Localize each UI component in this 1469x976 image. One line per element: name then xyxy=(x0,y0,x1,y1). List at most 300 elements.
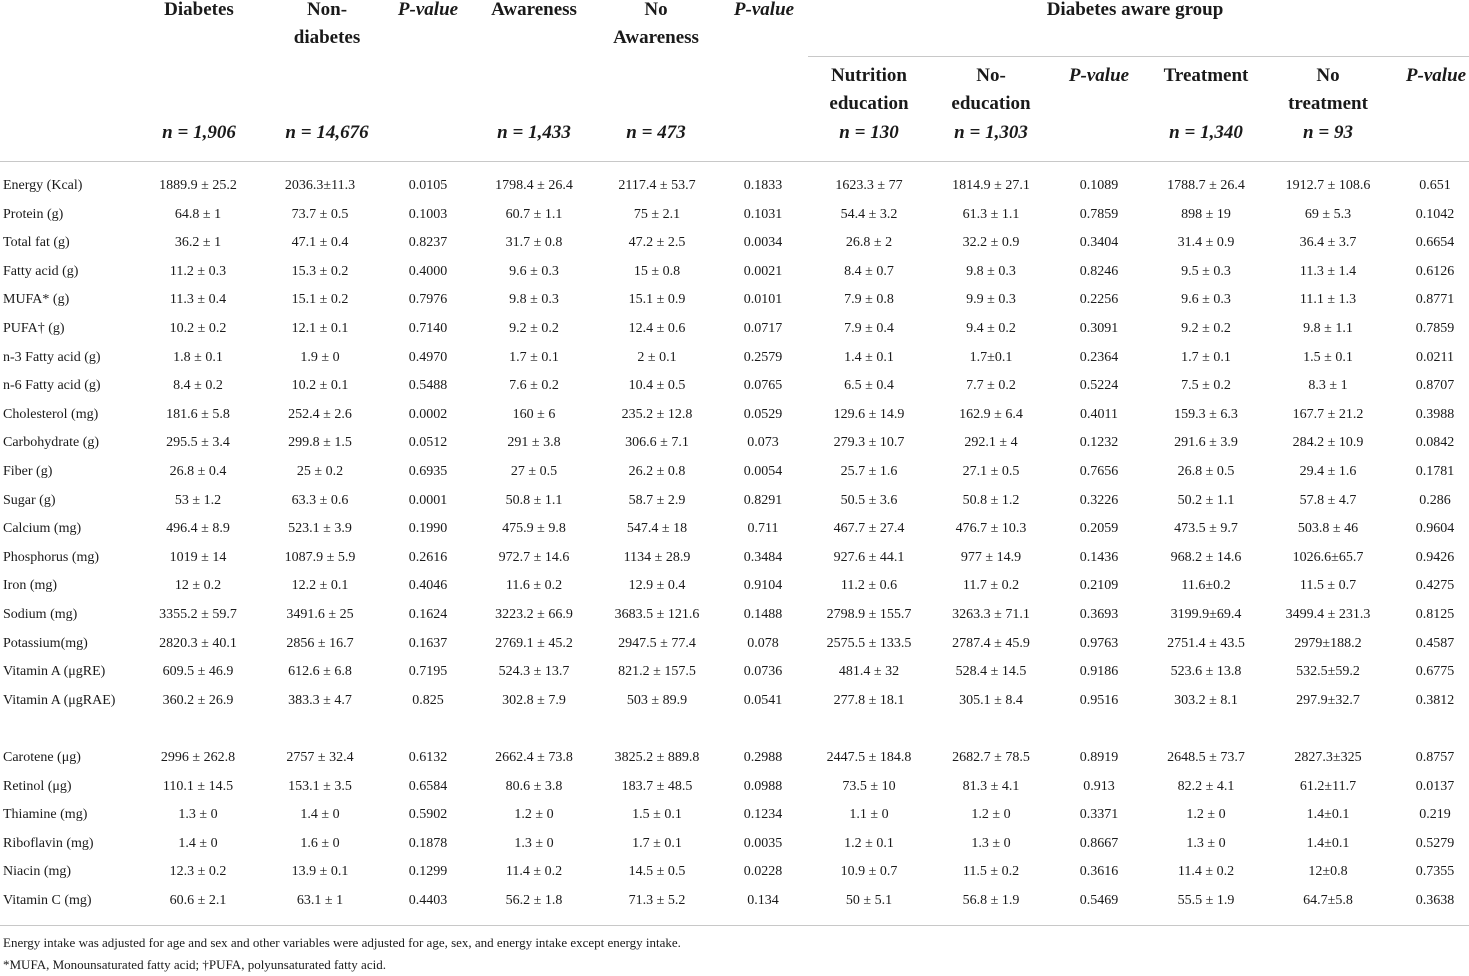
table-cell: 0.6775 xyxy=(1415,664,1455,680)
table-cell: 0.0137 xyxy=(1415,778,1455,794)
table-cell: 1.8 ± 0.1 xyxy=(173,349,223,365)
table-cell: 1.3 ± 0 xyxy=(514,835,554,851)
table-cell: 9.8 ± 0.3 xyxy=(966,263,1016,279)
table-cell: 968.2 ± 14.6 xyxy=(1170,549,1242,565)
table-cell: 9.6 ± 0.3 xyxy=(509,263,559,279)
n-awareness xyxy=(466,119,602,147)
table-cell: 1.4 ± 0.1 xyxy=(844,349,894,365)
header-no-treatment: No treatment xyxy=(1288,65,1368,114)
table-cell: 3491.6 ± 25 xyxy=(286,607,354,622)
table-cell: 1.9 ± 0 xyxy=(300,349,340,365)
table-cell: 291.6 ± 3.9 xyxy=(1174,435,1238,451)
table-cell: 1.4±0.1 xyxy=(1306,807,1350,823)
table-cell: 162.9 ± 6.4 xyxy=(959,406,1023,422)
table-cell: 1.5 ± 0.1 xyxy=(632,807,682,823)
table-cell: 0.0765 xyxy=(743,378,783,394)
row-label: Vitamin C (mg) xyxy=(3,893,92,908)
n-non-diabetes xyxy=(252,119,402,147)
table-cell: 12.3 ± 0.2 xyxy=(169,864,227,880)
table-cell: 0.8237 xyxy=(408,235,448,251)
table-cell: 0.4046 xyxy=(408,578,448,594)
table-cell: 153.1 ± 3.5 xyxy=(288,778,352,794)
table-cell: 25.7 ± 1.6 xyxy=(840,464,898,479)
n-value: n = 14,676 xyxy=(285,122,369,143)
table-cell: 27.1 ± 0.5 xyxy=(962,464,1020,479)
table-cell: 2769.1 ± 45.2 xyxy=(495,635,573,651)
table-cell: 56.8 ± 1.9 xyxy=(962,893,1020,908)
table-cell: 0.1234 xyxy=(743,807,783,823)
table-cell: 0.7355 xyxy=(1415,864,1455,880)
table-cell: 12.1 ± 0.1 xyxy=(291,321,349,336)
table-cell: 26.8 ± 2 xyxy=(845,235,893,251)
table-cell: 2757 ± 32.4 xyxy=(286,750,354,765)
table-cell: 9.4 ± 0.2 xyxy=(966,321,1016,336)
footnote-abbreviations: *MUFA, Monounsaturated fatty acid; †PUFA, polyunsaturated fatty acid. xyxy=(3,957,386,972)
table-cell: 61.2±11.7 xyxy=(1299,778,1357,794)
table-cell: 972.7 ± 14.6 xyxy=(498,549,570,565)
table-cell: 302.8 ± 7.9 xyxy=(502,692,566,708)
table-cell: 9.6 ± 0.3 xyxy=(1181,292,1231,308)
table-cell: 9.8 ± 0.3 xyxy=(509,292,559,308)
table-cell: 0.5469 xyxy=(1079,893,1119,908)
table-cell: 12.2 ± 0.1 xyxy=(291,578,349,594)
table-cell: 12.4 ± 0.6 xyxy=(628,321,686,336)
table-cell: 12 ± 0.2 xyxy=(174,578,222,594)
table-cell: 14.5 ± 0.5 xyxy=(628,864,686,880)
table-cell: 3825.2 ± 889.8 xyxy=(614,750,700,765)
row-label: Sodium (mg) xyxy=(3,607,78,622)
table-cell: 1.4 ± 0 xyxy=(178,835,218,851)
table-cell: 50.8 ± 1.2 xyxy=(962,492,1020,508)
table-cell: 0.1232 xyxy=(1079,435,1119,451)
table-cell: 110.1 ± 14.5 xyxy=(162,778,234,794)
row-label: Fiber (g) xyxy=(3,464,53,479)
table-cell: 2648.5 ± 73.7 xyxy=(1167,750,1245,765)
table-cell: 0.7976 xyxy=(408,292,448,308)
table-cell: 60.6 ± 2.1 xyxy=(169,893,227,908)
table-cell: 80.6 ± 3.8 xyxy=(505,778,563,794)
row-label: Potassium(mg) xyxy=(3,635,88,651)
table-cell: 61.3 ± 1.1 xyxy=(962,206,1020,222)
table-cell: 0.6935 xyxy=(408,464,448,479)
table-cell: 73.7 ± 0.5 xyxy=(291,206,349,222)
table-cell: 0.2256 xyxy=(1079,292,1119,308)
table-cell: 0.3693 xyxy=(1079,607,1119,622)
table-cell: 50 ± 5.1 xyxy=(845,893,893,908)
header-diabetes-aware-group: Diabetes aware group xyxy=(1046,0,1224,20)
header-p-value-4 xyxy=(1396,62,1469,90)
table-cell: 0.1488 xyxy=(743,607,783,622)
table-cell: 383.3 ± 4.7 xyxy=(288,692,352,708)
table-cell: 0.8291 xyxy=(743,492,783,508)
row-label: Calcium (mg) xyxy=(3,521,82,537)
table-cell: 3223.2 ± 66.9 xyxy=(495,607,573,622)
p-value-label: P-value xyxy=(1068,65,1130,86)
table-cell: 0.286 xyxy=(1419,492,1451,508)
table-cell: 1.7 ± 0.1 xyxy=(1181,349,1231,365)
table-cell: 9.2 ± 0.2 xyxy=(1181,321,1231,336)
table-cell: 26.8 ± 0.5 xyxy=(1177,464,1235,479)
table-cell: 0.0105 xyxy=(408,178,448,193)
table-cell: 10.4 ± 0.5 xyxy=(628,378,686,394)
table-cell: 821.2 ± 157.5 xyxy=(618,664,696,680)
table-cell: 9.2 ± 0.2 xyxy=(509,321,559,336)
table-cell: 160 ± 6 xyxy=(512,406,556,422)
table-cell: 0.1436 xyxy=(1079,549,1119,565)
row-label: Phosphorus (mg) xyxy=(3,549,100,565)
table-cell: 11.5 ± 0.2 xyxy=(962,864,1020,880)
table-cell: 11.6±0.2 xyxy=(1181,578,1231,594)
row-label: Protein (g) xyxy=(3,206,64,222)
header-bottom-rule xyxy=(0,161,1469,162)
table-cell: 50.2 ± 1.1 xyxy=(1177,492,1235,508)
table-cell: 0.3091 xyxy=(1079,321,1119,336)
header-no-education: No- education xyxy=(951,65,1031,114)
row-label: Energy (Kcal) xyxy=(3,178,83,193)
table-cell: 0.1089 xyxy=(1079,178,1119,193)
footnote-adjustment: Energy intake was adjusted for age and sex and other variables were adjusted for age, sex, and energy intake except energy intake. xyxy=(3,935,681,950)
table-cell: 47.1 ± 0.4 xyxy=(291,235,349,251)
table-cell: 13.9 ± 0.1 xyxy=(291,864,349,880)
table-cell: 12±0.8 xyxy=(1308,864,1348,880)
table-cell: 11.7 ± 0.2 xyxy=(962,578,1020,594)
table-cell: 927.6 ± 44.1 xyxy=(833,549,905,565)
table-cell: 1.5 ± 0.1 xyxy=(1303,349,1353,365)
table-cell: 8.4 ± 0.2 xyxy=(173,378,223,394)
header-diabetes: Diabetes xyxy=(164,0,234,20)
table-cell: 0.3616 xyxy=(1079,864,1119,880)
row-label: PUFA† (g) xyxy=(3,321,65,336)
table-cell: 36.4 ± 3.7 xyxy=(1299,235,1357,251)
table-cell: 69 ± 5.3 xyxy=(1304,206,1352,222)
table-cell: 0.0034 xyxy=(743,235,783,251)
table-bottom-rule xyxy=(0,925,1469,926)
table-cell: 2798.9 ± 155.7 xyxy=(826,607,912,622)
table-cell: 0.6132 xyxy=(408,750,448,765)
table-cell: 291 ± 3.8 xyxy=(507,435,561,451)
table-cell: 0.825 xyxy=(412,692,444,708)
table-cell: 15.1 ± 0.9 xyxy=(628,292,686,308)
table-cell: 11.5 ± 0.7 xyxy=(1299,578,1357,594)
n-nutrition-education xyxy=(806,119,932,147)
table-cell: 2856 ± 16.7 xyxy=(286,635,354,651)
row-label: Total fat (g) xyxy=(3,235,70,251)
table-cell: 0.0002 xyxy=(408,406,448,422)
p-value-label: P-value xyxy=(397,0,459,20)
table-cell: 305.1 ± 8.4 xyxy=(959,692,1023,708)
table-cell: 64.7±5.8 xyxy=(1303,893,1353,908)
table-cell: 15.3 ± 0.2 xyxy=(291,263,349,279)
table-cell: 3499.4 ± 231.3 xyxy=(1285,607,1371,622)
table-cell: 0.0101 xyxy=(743,292,783,308)
table-cell: 528.4 ± 14.5 xyxy=(955,664,1027,680)
table-cell: 297.9±32.7 xyxy=(1296,692,1360,708)
table-cell: 31.7 ± 0.8 xyxy=(505,235,563,251)
table-cell: 73.5 ± 10 xyxy=(842,778,896,794)
table-cell: 0.1031 xyxy=(743,206,783,222)
table-cell: 503.8 ± 46 xyxy=(1297,521,1359,537)
table-cell: 524.3 ± 13.7 xyxy=(498,664,570,680)
table-cell: 63.3 ± 0.6 xyxy=(291,492,349,508)
n-value: n = 1,340 xyxy=(1169,122,1243,143)
table-cell: 1.3 ± 0 xyxy=(971,835,1011,851)
table-cell: 977 ± 14.9 xyxy=(960,549,1022,565)
table-cell: 0.0512 xyxy=(408,435,448,451)
table-cell: 0.3404 xyxy=(1079,235,1119,251)
table-cell: 15.1 ± 0.2 xyxy=(291,292,349,308)
table-cell: 0.1878 xyxy=(408,835,448,851)
table-cell: 0.7195 xyxy=(408,664,448,680)
n-value: n = 130 xyxy=(839,122,899,143)
table-cell: 2787.4 ± 45.9 xyxy=(952,635,1030,651)
table-cell: 0.4587 xyxy=(1415,635,1455,651)
table-cell: 181.6 ± 5.8 xyxy=(166,406,230,422)
table-cell: 1.4 ± 0 xyxy=(300,807,340,823)
table-cell: 295.5 ± 3.4 xyxy=(166,435,230,451)
table-cell: 0.1003 xyxy=(408,206,448,222)
table-cell: 0.1637 xyxy=(408,635,448,651)
row-label: Cholesterol (mg) xyxy=(3,406,99,422)
table-cell: 0.1781 xyxy=(1415,464,1455,479)
table-cell: 0.9104 xyxy=(743,578,783,594)
header-nutrition-education: Nutrition education xyxy=(829,65,909,114)
table-cell: 7.9 ± 0.4 xyxy=(844,321,894,336)
table-cell: 11.6 ± 0.2 xyxy=(505,578,563,594)
table-cell: 11.3 ± 1.4 xyxy=(1299,263,1357,279)
table-cell: 496.4 ± 8.9 xyxy=(166,521,230,537)
table-cell: 2036.3±11.3 xyxy=(284,178,356,193)
row-label: Iron (mg) xyxy=(3,578,58,594)
table-cell: 0.0054 xyxy=(743,464,783,479)
table-cell: 0.6126 xyxy=(1415,263,1455,279)
table-cell: 2827.3±325 xyxy=(1294,750,1362,765)
table-cell: 0.711 xyxy=(747,521,779,537)
table-cell: 2117.4 ± 53.7 xyxy=(618,178,696,193)
table-cell: 50.8 ± 1.1 xyxy=(505,492,563,508)
table-cell: 3683.5 ± 121.6 xyxy=(614,607,700,622)
table-cell: 0.7140 xyxy=(408,321,448,336)
table-cell: 481.4 ± 32 xyxy=(838,664,900,680)
table-cell: 0.0529 xyxy=(743,406,783,422)
table-cell: 1.3 ± 0 xyxy=(178,807,218,823)
table-cell: 0.1624 xyxy=(408,607,448,622)
n-value: n = 1,433 xyxy=(497,122,571,143)
header-treatment: Treatment xyxy=(1163,65,1249,86)
header-p-value-1 xyxy=(390,0,466,24)
table-cell: 277.8 ± 18.1 xyxy=(833,692,905,708)
table-cell: 360.2 ± 26.9 xyxy=(162,692,234,708)
table-cell: 54.4 ± 3.2 xyxy=(840,206,898,222)
table-cell: 167.7 ± 21.2 xyxy=(1292,406,1364,422)
table-cell: 0.2988 xyxy=(743,750,783,765)
table-cell: 2996 ± 262.8 xyxy=(160,750,236,765)
table-cell: 27 ± 0.5 xyxy=(510,464,558,479)
table-cell: 10.2 ± 0.2 xyxy=(169,321,227,336)
table-cell: 0.8771 xyxy=(1415,292,1455,308)
row-label: Fatty acid (g) xyxy=(3,263,79,279)
table-cell: 0.073 xyxy=(747,435,779,451)
table-cell: 0.1833 xyxy=(743,178,783,193)
table-cell: 0.8757 xyxy=(1415,750,1455,765)
table-cell: 3355.2 ± 59.7 xyxy=(159,607,237,622)
table-cell: 1623.3 ± 77 xyxy=(835,178,903,193)
table-cell: 53 ± 1.2 xyxy=(174,492,222,508)
table-cell: 60.7 ± 1.1 xyxy=(505,206,563,222)
table-cell: 1019 ± 14 xyxy=(169,549,227,565)
table-cell: 0.7859 xyxy=(1415,321,1455,336)
table-cell: 64.8 ± 1 xyxy=(174,206,222,222)
table-cell: 3199.9±69.4 xyxy=(1170,607,1242,622)
table-cell: 0.6654 xyxy=(1415,235,1455,251)
table-cell: 0.0988 xyxy=(743,778,783,794)
table-cell: 2 ± 0.1 xyxy=(637,349,677,365)
table-cell: 0.2364 xyxy=(1079,349,1119,365)
table-cell: 29.4 ± 1.6 xyxy=(1299,464,1357,479)
table-cell: 56.2 ± 1.8 xyxy=(505,893,563,908)
table-cell: 1889.9 ± 25.2 xyxy=(159,178,237,193)
table-cell: 25 ± 0.2 xyxy=(296,464,344,479)
table-cell: 1.7 ± 0.1 xyxy=(509,349,559,365)
header-no-awareness: No Awareness xyxy=(613,0,699,48)
table-cell: 7.6 ± 0.2 xyxy=(509,378,559,394)
table-cell: 1026.6±65.7 xyxy=(1292,549,1364,565)
table-cell: 8.4 ± 0.7 xyxy=(844,263,894,279)
table-cell: 9.9 ± 0.3 xyxy=(966,292,1016,308)
table-cell: 0.913 xyxy=(1083,778,1115,794)
table-cell: 58.7 ± 2.9 xyxy=(628,492,686,508)
table-cell: 1.3 ± 0 xyxy=(1186,835,1226,851)
p-value-label: P-value xyxy=(1405,65,1467,86)
table-cell: 11.2 ± 0.6 xyxy=(840,578,898,594)
table-cell: 11.4 ± 0.2 xyxy=(505,864,563,880)
table-cell: 306.6 ± 7.1 xyxy=(625,435,689,451)
table-cell: 1.2 ± 0 xyxy=(514,807,554,823)
table-cell: 0.219 xyxy=(1419,807,1451,823)
table-cell: 292.1 ± 4 xyxy=(964,435,1018,451)
table-cell: 7.9 ± 0.8 xyxy=(844,292,894,308)
table-cell: 0.1299 xyxy=(408,864,448,880)
table-cell: 0.0541 xyxy=(743,692,783,708)
table-cell: 2447.5 ± 184.8 xyxy=(826,750,912,765)
table-cell: 50.5 ± 3.6 xyxy=(840,492,898,508)
table-cell: 0.4000 xyxy=(408,263,448,279)
table-cell: 2575.5 ± 133.5 xyxy=(826,635,912,651)
table-cell: 11.2 ± 0.3 xyxy=(169,263,227,279)
table-cell: 26.8 ± 0.4 xyxy=(169,464,227,479)
table-cell: 0.4011 xyxy=(1080,406,1118,422)
p-value-label: P-value xyxy=(733,0,795,20)
table-cell: 31.4 ± 0.9 xyxy=(1177,235,1235,251)
table-cell: 473.5 ± 9.7 xyxy=(1174,521,1238,537)
table-cell: 1912.7 ± 108.6 xyxy=(1285,178,1371,193)
table-cell: 1.6 ± 0 xyxy=(300,835,340,851)
table-cell: 0.0035 xyxy=(743,835,783,851)
table-cell: 1788.7 ± 26.4 xyxy=(1167,178,1245,193)
table-cell: 3263.3 ± 71.1 xyxy=(952,607,1030,622)
header-p-value-2 xyxy=(724,0,804,24)
table-cell: 898 ± 19 xyxy=(1181,206,1231,222)
table-cell: 2751.4 ± 43.5 xyxy=(1167,635,1245,651)
table-cell: 523.1 ± 3.9 xyxy=(288,521,352,537)
n-value: n = 93 xyxy=(1303,122,1353,143)
table-cell: 1.4±0.1 xyxy=(1306,835,1350,851)
table-cell: 10.9 ± 0.7 xyxy=(840,864,898,880)
table-cell: 2682.7 ± 78.5 xyxy=(952,750,1030,765)
table-cell: 7.7 ± 0.2 xyxy=(966,378,1016,394)
table-cell: 0.9186 xyxy=(1079,664,1119,680)
group-header-rule xyxy=(808,56,1469,57)
n-value: n = 1,303 xyxy=(954,122,1028,143)
table-cell: 47.2 ± 2.5 xyxy=(628,235,686,251)
n-treatment xyxy=(1142,119,1270,147)
table-cell: 9.8 ± 1.1 xyxy=(1303,321,1353,336)
table-cell: 0.0228 xyxy=(743,864,783,880)
table-cell: 0.0842 xyxy=(1415,435,1455,451)
table-cell: 303.2 ± 8.1 xyxy=(1174,692,1238,708)
table-cell: 12.9 ± 0.4 xyxy=(628,578,686,594)
table-cell: 0.3484 xyxy=(743,549,783,565)
table-cell: 1134 ± 28.9 xyxy=(623,549,691,565)
n-no-awareness xyxy=(590,119,722,147)
header-awareness: Awareness xyxy=(491,0,577,20)
row-label: Carotene (μg) xyxy=(3,750,81,765)
row-label: Retinol (μg) xyxy=(3,778,72,794)
n-no-treatment xyxy=(1270,119,1386,147)
table-cell: 0.4275 xyxy=(1415,578,1455,594)
table-cell: 475.9 ± 9.8 xyxy=(502,521,566,537)
table-cell: 0.3812 xyxy=(1415,692,1455,708)
table-cell: 0.0211 xyxy=(1416,349,1454,365)
table-cell: 0.1042 xyxy=(1415,206,1455,222)
table-cell: 129.6 ± 14.9 xyxy=(833,406,905,422)
row-label: Vitamin A (μgRE) xyxy=(3,664,106,680)
table-cell: 63.1 ± 1 xyxy=(296,893,344,908)
table-cell: 0.2579 xyxy=(743,349,783,365)
table-cell: 15 ± 0.8 xyxy=(633,263,681,279)
table-cell: 0.5902 xyxy=(408,807,448,823)
table-cell: 1.7 ± 0.1 xyxy=(632,835,682,851)
table-cell: 0.7859 xyxy=(1079,206,1119,222)
table-cell: 503 ± 89.9 xyxy=(626,692,688,708)
table-cell: 0.8707 xyxy=(1415,378,1455,394)
row-label: MUFA* (g) xyxy=(3,292,70,308)
table-cell: 0.2059 xyxy=(1079,521,1119,537)
table-cell: 0.0736 xyxy=(743,664,783,680)
table-cell: 1.2 ± 0 xyxy=(971,807,1011,823)
table-cell: 0.8919 xyxy=(1079,750,1119,765)
table-cell: 0.4403 xyxy=(408,893,448,908)
table-cell: 159.3 ± 6.3 xyxy=(1174,406,1238,422)
table-cell: 1798.4 ± 26.4 xyxy=(495,178,573,193)
table-cell: 81.3 ± 4.1 xyxy=(962,778,1020,794)
table-cell: 0.8246 xyxy=(1079,263,1119,279)
row-label: Niacin (mg) xyxy=(3,864,72,880)
n-diabetes xyxy=(128,119,270,147)
table-cell: 1.7±0.1 xyxy=(969,349,1013,365)
table-cell: 0.134 xyxy=(747,893,779,908)
table-cell: 299.8 ± 1.5 xyxy=(288,435,352,451)
table-cell: 0.8667 xyxy=(1079,835,1119,851)
table-cell: 1.2 ± 0.1 xyxy=(844,835,894,851)
table-cell: 26.2 ± 0.8 xyxy=(628,464,686,479)
table-cell: 2662.4 ± 73.8 xyxy=(495,750,573,765)
table-cell: 2947.5 ± 77.4 xyxy=(618,635,696,651)
table-cell: 476.7 ± 10.3 xyxy=(955,521,1027,537)
table-cell: 11.3 ± 0.4 xyxy=(169,292,227,308)
header-non-diabetes: Non- diabetes xyxy=(293,0,361,48)
table-cell: 183.7 ± 48.5 xyxy=(621,778,693,794)
table-cell: 7.5 ± 0.2 xyxy=(1181,378,1231,394)
